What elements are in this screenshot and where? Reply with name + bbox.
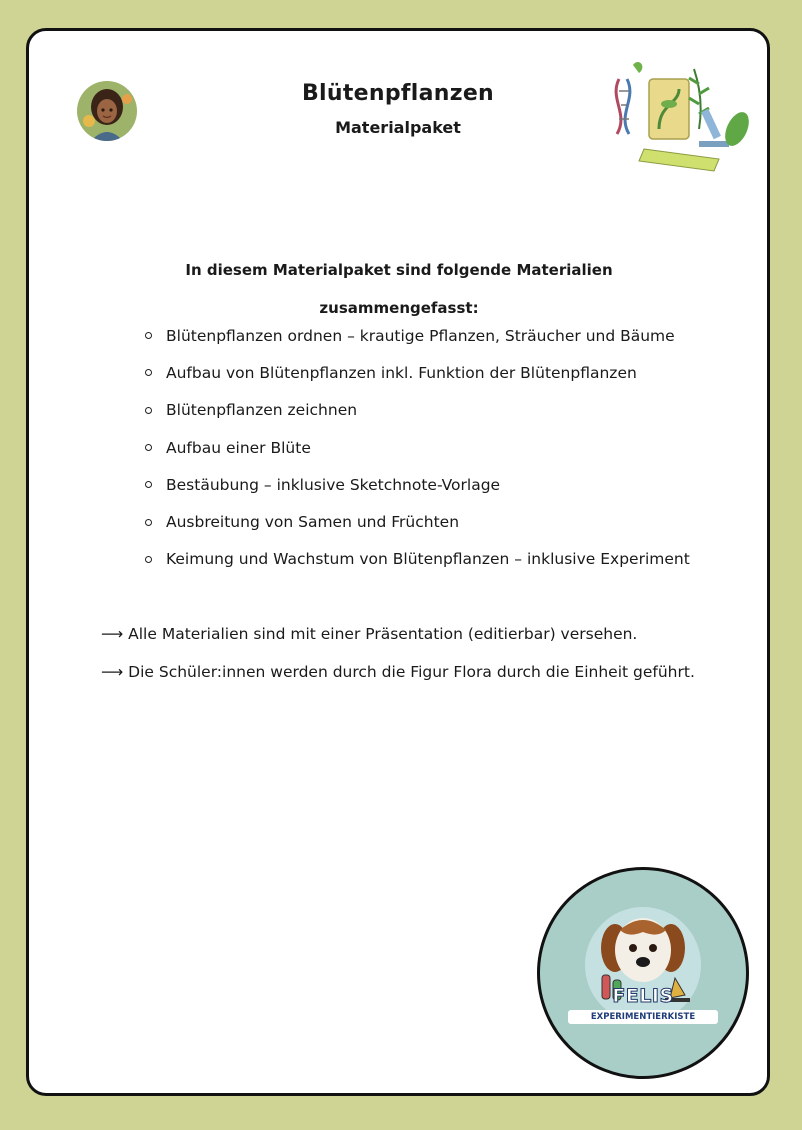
circle-bullet-icon — [145, 369, 152, 376]
circle-bullet-icon — [145, 444, 152, 451]
notes-section — [101, 616, 703, 691]
list-item-label: Blütenpflanzen zeichnen — [166, 401, 358, 420]
page-subtitle: Materialpaket — [335, 118, 461, 137]
circle-bullet-icon — [145, 332, 152, 339]
note-presentation: ⟶ Alle Materialien sind mit einer Präsentation (editierbar) versehen. — [101, 625, 638, 643]
page-title: Blütenpflanzen — [301, 81, 495, 106]
circle-bullet-icon — [145, 556, 152, 563]
list-item-label: Blütenpflanzen ordnen – krautige Pflanzen, Sträucher und Bäume — [166, 326, 675, 345]
logo-name: FELIS — [612, 985, 674, 1007]
list-item — [145, 317, 690, 354]
logo-tagline: EXPERIMENTIERKISTE — [568, 1010, 718, 1024]
list-item — [145, 392, 690, 429]
circle-bullet-icon — [145, 407, 152, 414]
intro-heading: In diesem Materialpaket sind folgende Materialien zusammengefasst: — [185, 261, 613, 317]
list-item-label: Keimung und Wachstum von Blütenpflanzen – inklusive Experiment — [166, 550, 690, 569]
list-item-label: Aufbau von Blütenpflanzen inkl. Funktion der Blütenpflanzen — [166, 363, 637, 382]
materials-list — [145, 317, 690, 578]
circle-bullet-icon — [145, 519, 152, 526]
list-item — [145, 429, 690, 466]
circle-bullet-icon — [145, 481, 152, 488]
list-item — [145, 541, 690, 578]
list-item-label: Aufbau einer Blüte — [166, 438, 311, 457]
note-figure-flora: ⟶ Die Schüler:innen werden durch die Figur Flora durch die Einheit geführt. — [101, 662, 695, 681]
list-item — [145, 466, 690, 503]
document-page — [26, 28, 770, 1096]
list-item — [145, 503, 690, 540]
felis-logo-badge — [537, 867, 749, 1079]
list-item-label: Ausbreitung von Samen und Früchten — [166, 513, 460, 532]
list-item — [145, 354, 690, 391]
list-item-label: Bestäubung – inklusive Sketchnote-Vorlage — [166, 475, 501, 494]
science-illustration — [599, 59, 749, 174]
